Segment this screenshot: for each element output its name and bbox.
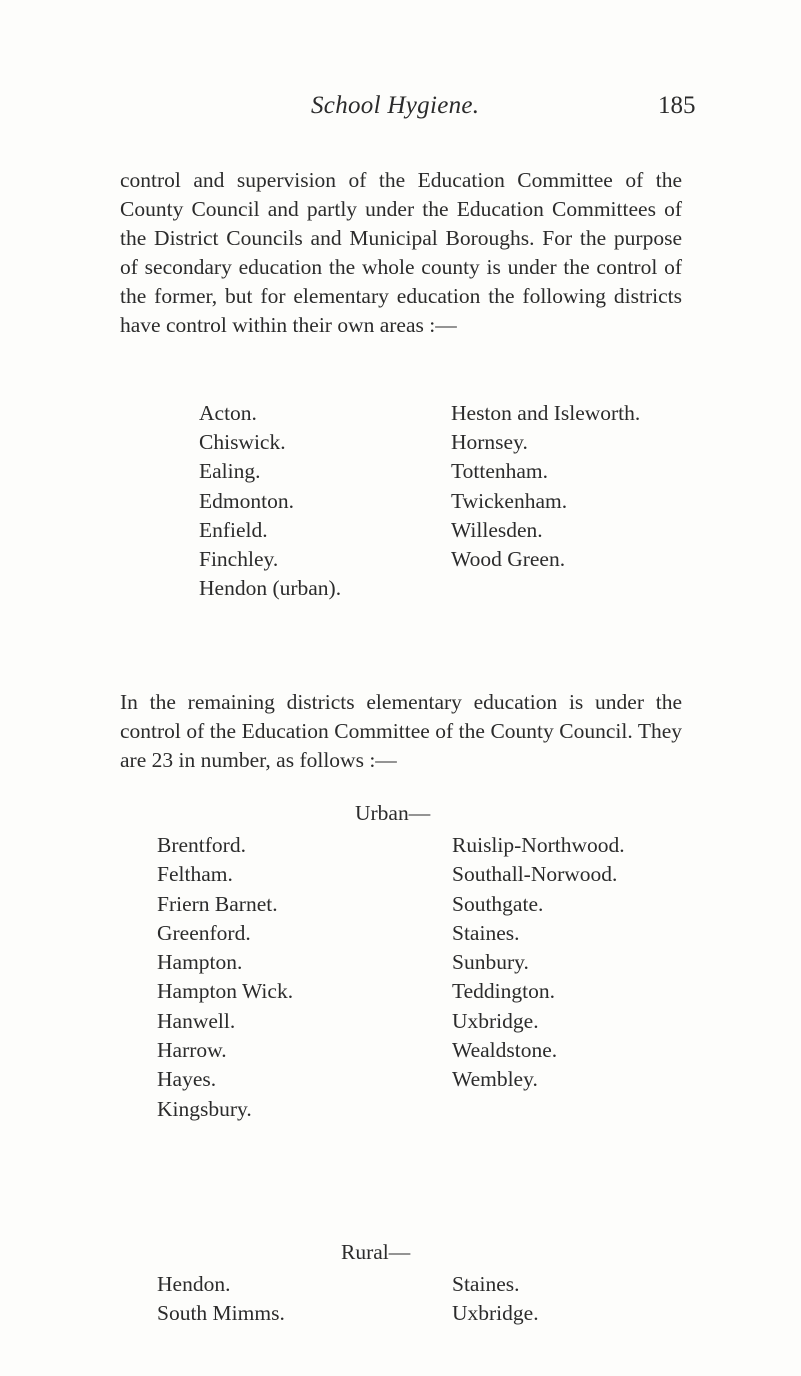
list-item: Wembley. xyxy=(452,1067,538,1092)
list-item: Staines. xyxy=(452,1272,520,1296)
list-item: Hampton. xyxy=(157,950,243,975)
list-item: Edmonton. xyxy=(199,488,294,513)
list-item: Harrow. xyxy=(157,1038,227,1063)
list-item: Wealdstone. xyxy=(452,1038,558,1063)
list-item: Friern Barnet. xyxy=(157,891,278,916)
list-item: Staines. xyxy=(452,920,520,945)
list-item: Hanwell. xyxy=(157,1008,236,1033)
districts-list-right xyxy=(451,399,640,574)
urban-heading: Urban— xyxy=(355,801,431,825)
list-item: Enfield. xyxy=(199,517,268,542)
list-item: Twickenham. xyxy=(451,488,568,513)
list-item: Hornsey. xyxy=(451,430,528,455)
list-item: Hampton Wick. xyxy=(157,979,294,1004)
list-item: Uxbridge. xyxy=(452,1301,539,1326)
running-title: School Hygiene. xyxy=(311,92,480,119)
list-item: Chiswick. xyxy=(199,430,286,455)
rural-list-left xyxy=(157,1270,285,1328)
urban-list-right xyxy=(452,831,625,1095)
list-item: Feltham. xyxy=(157,862,233,887)
list-item: Teddington. xyxy=(452,979,555,1004)
list-item: Heston and Isleworth. xyxy=(451,401,641,425)
paragraph-education-control: control and supervision of the Education Committee of the County Council and partly under the Education Committees of the District Councils and Municipal Boroughs. For the purpose of secondary education the whole county is under the control of the former, but for elementary education the following districts have control within their own areas :— xyxy=(120,168,682,337)
list-item: Acton. xyxy=(199,401,257,425)
list-item: Kingsbury. xyxy=(157,1096,252,1121)
list-item: Southall-Norwood. xyxy=(452,862,618,887)
list-item: Hendon (urban). xyxy=(199,576,342,601)
list-item: Brentford. xyxy=(157,833,246,857)
rural-heading: Rural— xyxy=(341,1240,411,1264)
list-item: South Mimms. xyxy=(157,1301,285,1326)
list-item: Uxbridge. xyxy=(452,1008,539,1033)
list-item: Willesden. xyxy=(451,517,543,542)
list-item: Finchley. xyxy=(199,547,279,572)
paragraph-remaining-districts: In the remaining districts elementary education is under the control of the Education Committee of the County Council. They are 23 in number, as follows :— xyxy=(120,690,682,772)
list-item: Greenford. xyxy=(157,920,251,945)
list-item: Southgate. xyxy=(452,891,544,916)
page-number: 185 xyxy=(658,92,696,119)
list-item: Wood Green. xyxy=(451,547,566,572)
districts-list-left xyxy=(199,399,341,603)
list-item: Ealing. xyxy=(199,459,261,484)
list-item: Tottenham. xyxy=(451,459,549,484)
list-item: Sunbury. xyxy=(452,950,529,975)
rural-list-right xyxy=(452,1270,539,1328)
list-item: Hendon. xyxy=(157,1272,231,1296)
list-item: Ruislip-Northwood. xyxy=(452,833,625,857)
list-item: Hayes. xyxy=(157,1067,217,1092)
urban-list-left xyxy=(157,831,293,1124)
